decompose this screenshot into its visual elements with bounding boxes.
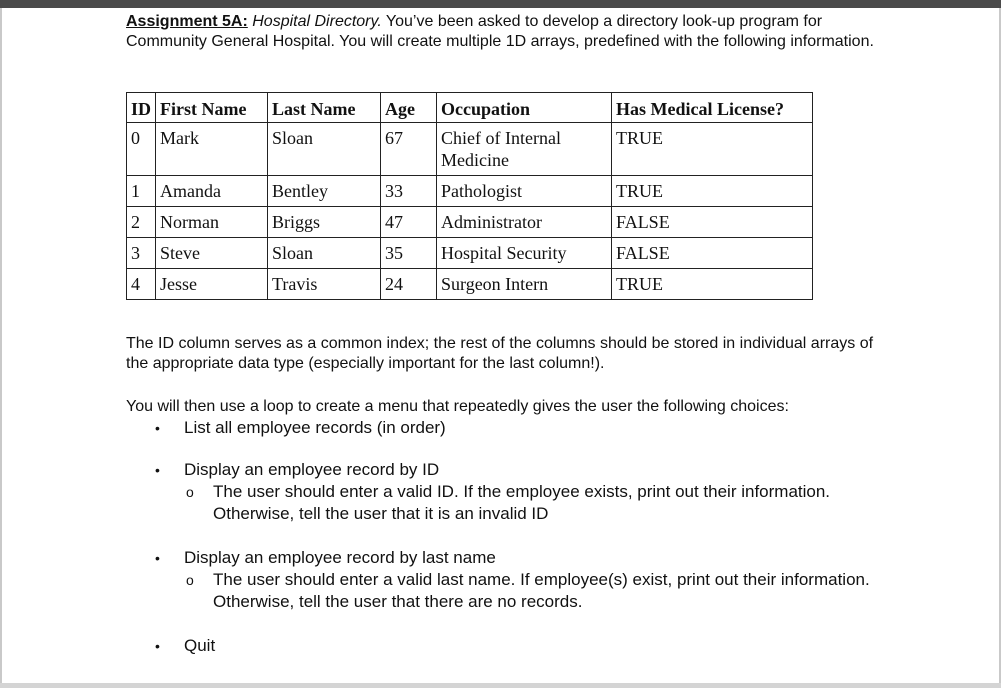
cell-id: 1 bbox=[127, 176, 156, 207]
cell-occupation: Chief of Internal Medicine bbox=[437, 123, 612, 176]
cell-id: 2 bbox=[127, 207, 156, 238]
header-occupation: Occupation bbox=[437, 93, 612, 123]
table-row bbox=[127, 238, 813, 269]
menu-item-display-by-last-name: Display an employee record by last name bbox=[184, 548, 496, 567]
table-row bbox=[127, 269, 813, 300]
cell-last-name: Travis bbox=[268, 269, 381, 300]
cell-first-name: Jesse bbox=[156, 269, 268, 300]
menu-item-display-by-id: Display an employee record by ID bbox=[184, 460, 440, 479]
bullet-icon: • bbox=[155, 550, 160, 566]
cell-medical-license: TRUE bbox=[612, 176, 813, 207]
header-first-name: First Name bbox=[156, 93, 268, 123]
menu-item-list-all: List all employee records (in order) bbox=[184, 418, 446, 437]
menu-subitem-id-details: The user should enter a valid ID. If the employee exists, print out their information. Otherwise, tell the user that it is an invalid ID bbox=[213, 482, 831, 523]
cell-age: 33 bbox=[381, 176, 437, 207]
menu-intro: You will then use a loop to create a menu that repeatedly gives the user the following choices: bbox=[126, 398, 789, 415]
cell-occupation: Pathologist bbox=[437, 176, 612, 207]
assignment-subject: Hospital Directory. bbox=[252, 13, 382, 30]
cell-occupation: Hospital Security bbox=[437, 238, 612, 269]
cell-age: 24 bbox=[381, 269, 437, 300]
table-row bbox=[127, 207, 813, 238]
cell-age: 35 bbox=[381, 238, 437, 269]
cell-medical-license: FALSE bbox=[612, 207, 813, 238]
menu-item-quit: Quit bbox=[184, 636, 216, 655]
bullet-icon: • bbox=[155, 462, 160, 478]
cell-last-name: Sloan bbox=[268, 123, 381, 176]
bullet-icon: • bbox=[155, 420, 160, 436]
cell-first-name: Mark bbox=[156, 123, 268, 176]
cell-first-name: Steve bbox=[156, 238, 268, 269]
cell-first-name: Amanda bbox=[156, 176, 268, 207]
cell-occupation: Administrator bbox=[437, 207, 612, 238]
cell-age: 67 bbox=[381, 123, 437, 176]
cell-last-name: Sloan bbox=[268, 238, 381, 269]
cell-medical-license: TRUE bbox=[612, 269, 813, 300]
circle-bullet-icon: o bbox=[186, 484, 194, 500]
cell-first-name: Norman bbox=[156, 207, 268, 238]
assignment-tag: Assignment 5A: bbox=[126, 13, 248, 30]
cell-last-name: Bentley bbox=[268, 176, 381, 207]
circle-bullet-icon: o bbox=[186, 572, 194, 588]
table-row bbox=[127, 176, 813, 207]
header-medical-license: Has Medical License? bbox=[612, 93, 813, 123]
bullet-icon: • bbox=[155, 638, 160, 654]
index-note: The ID column serves as a common index; the rest of the columns should be stored in individual arrays of the appropriate data type (especially important for the last column!). bbox=[126, 335, 874, 372]
table-row bbox=[127, 123, 813, 176]
cell-age: 47 bbox=[381, 207, 437, 238]
cell-last-name: Briggs bbox=[268, 207, 381, 238]
header-id: ID bbox=[127, 93, 156, 123]
cell-id: 4 bbox=[127, 269, 156, 300]
assignment-description: You’ve been asked to develop a directory look-up program for Community General Hospital. You will create multiple 1D arrays, predefined with the following information. bbox=[126, 13, 874, 50]
viewer-top-bar bbox=[0, 0, 1001, 8]
assignment-intro bbox=[126, 12, 886, 52]
cell-medical-license: TRUE bbox=[612, 123, 813, 176]
cell-occupation: Surgeon Intern bbox=[437, 269, 612, 300]
hospital-directory-table bbox=[126, 92, 813, 300]
header-age: Age bbox=[381, 93, 437, 123]
cell-medical-license: FALSE bbox=[612, 238, 813, 269]
cell-id: 0 bbox=[127, 123, 156, 176]
table-header-row bbox=[127, 93, 813, 123]
cell-id: 3 bbox=[127, 238, 156, 269]
menu-subitem-last-name-details: The user should enter a valid last name. If employee(s) exist, print out their information. Otherwise, tell the user that there are no records. bbox=[213, 570, 870, 611]
header-last-name: Last Name bbox=[268, 93, 381, 123]
viewer-bottom-edge bbox=[0, 683, 1001, 688]
